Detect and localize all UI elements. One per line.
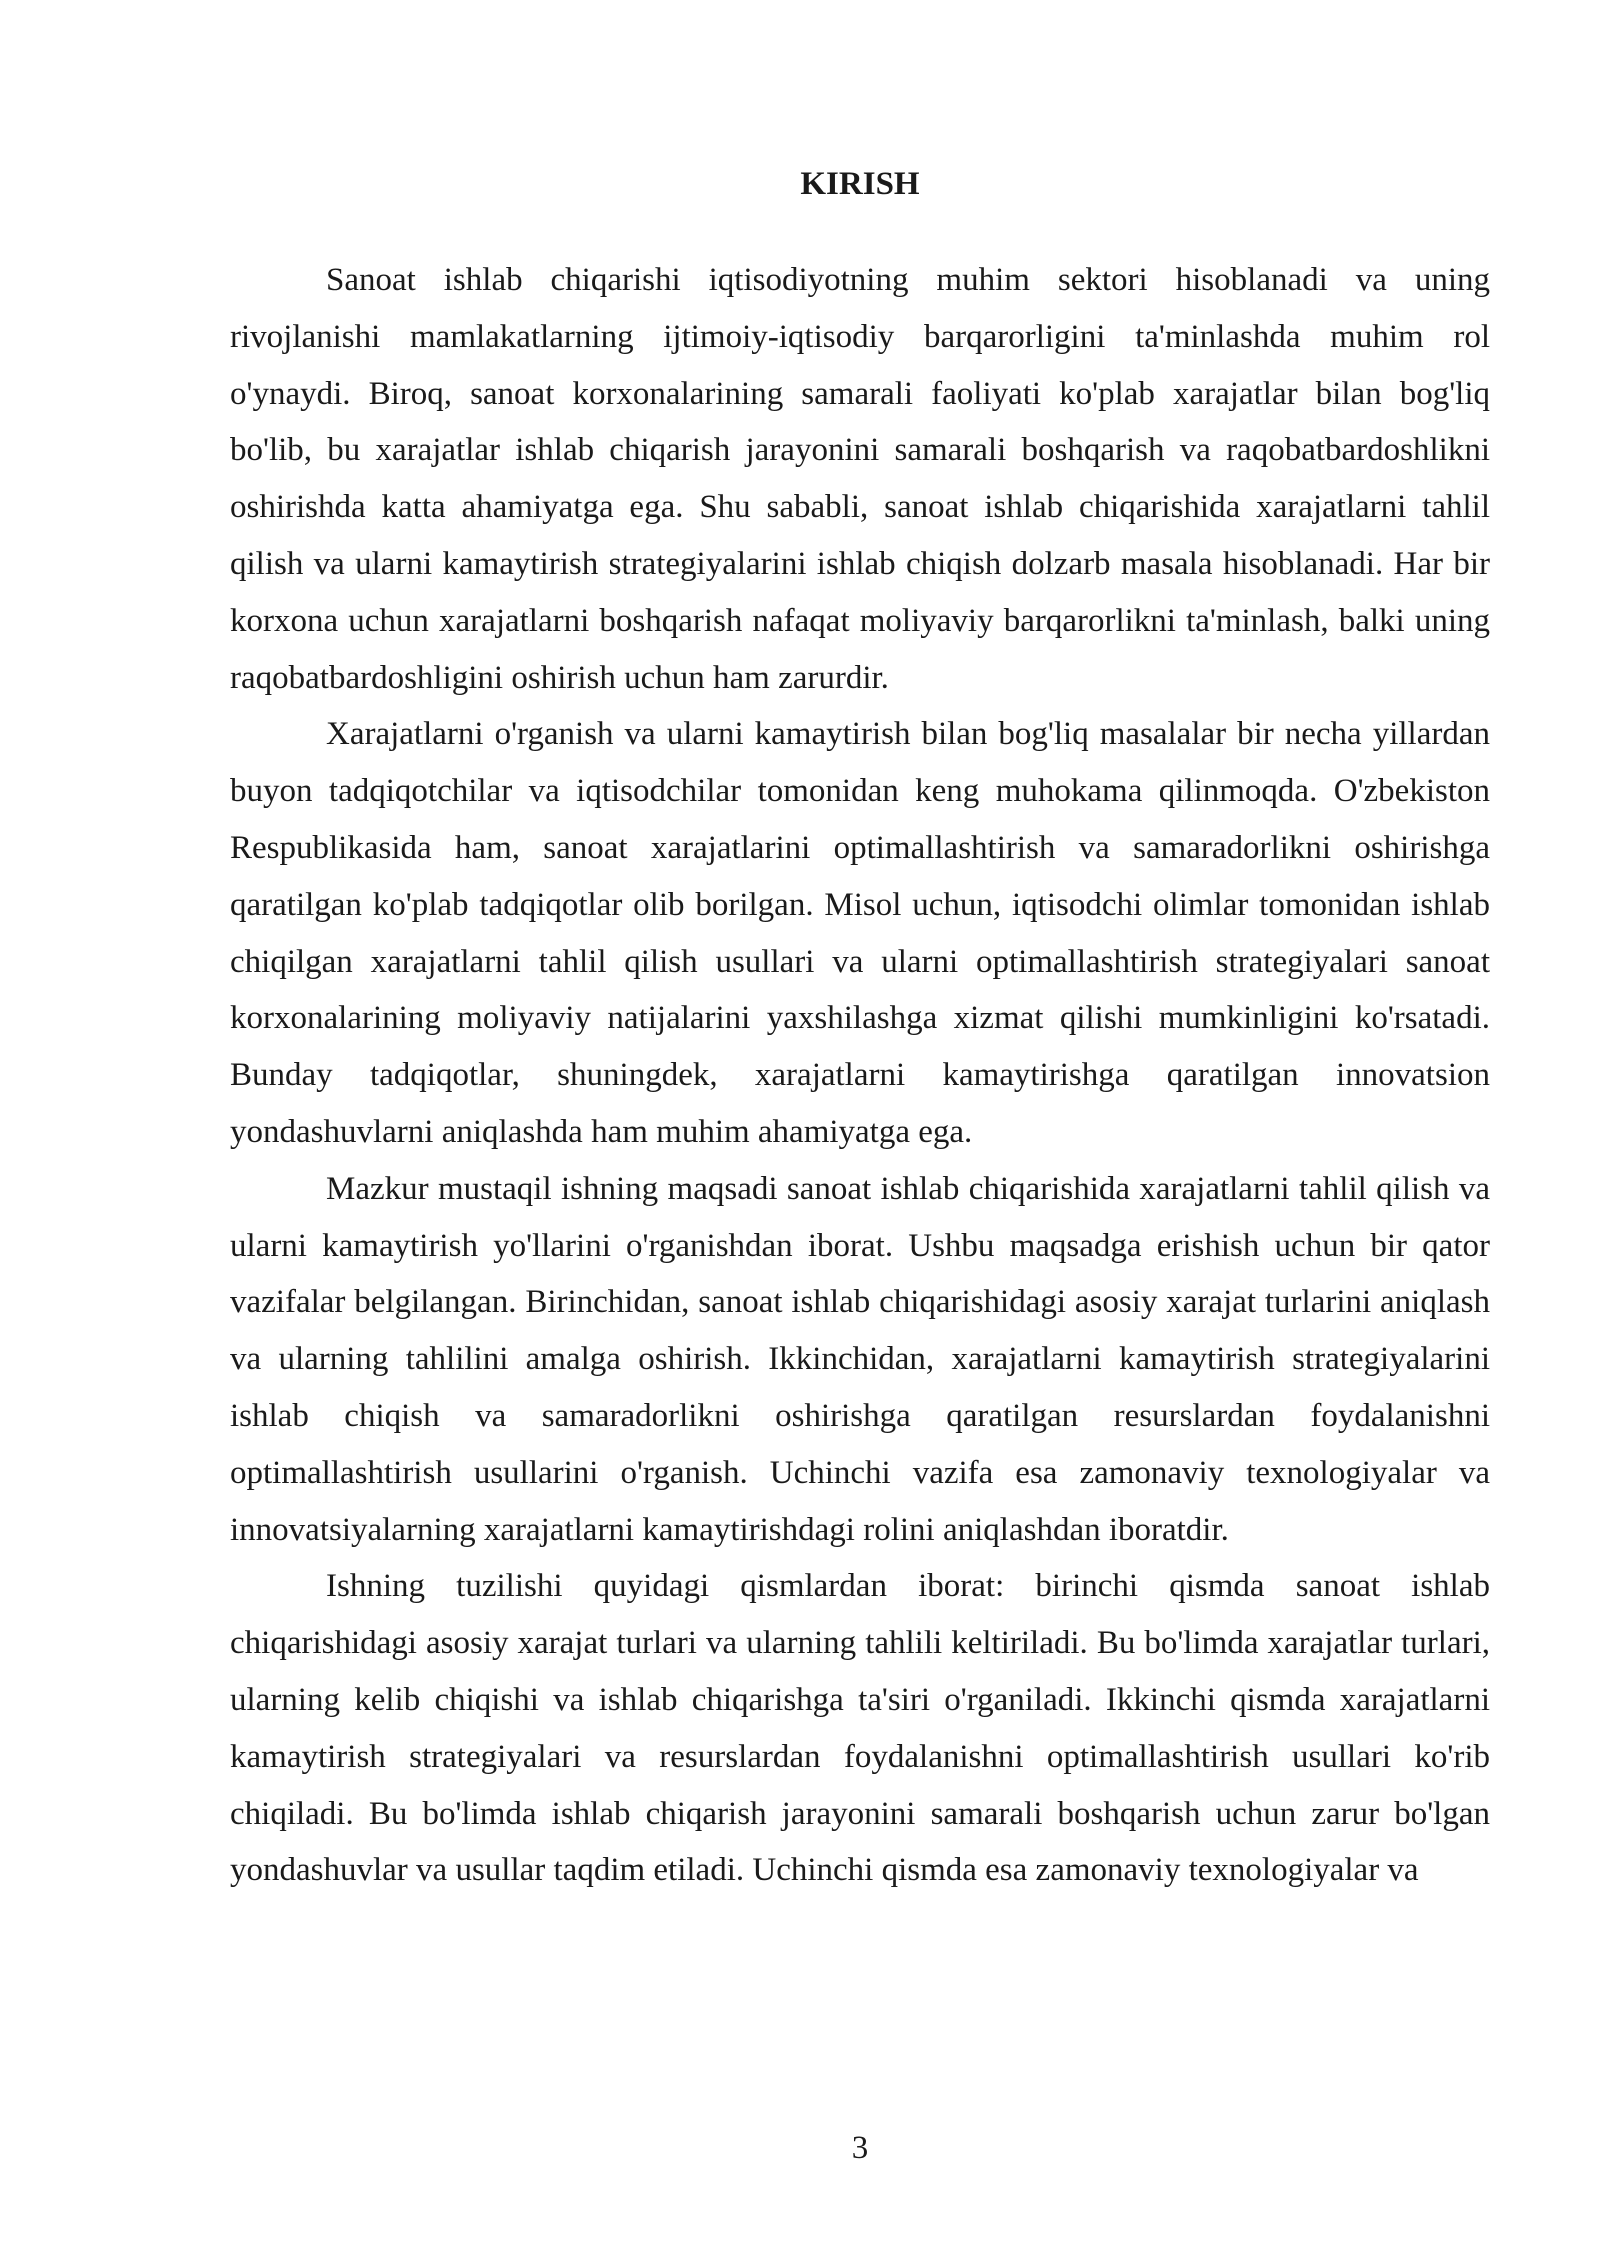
section-heading: KIRISH: [800, 166, 920, 202]
paragraph-2: Xarajatlarni o'rganish va ularni kamaytirish bilan bog'liq masalalar bir necha yillardan buyon tadqiqotchilar va iqtisodchilar tomonidan keng muhokama qilinmoqda. O'zbekiston Respublikasida ham, sanoat xarajatlarini optimallashtirish va samaradorlikni oshirishga qaratilgan ko'plab tadqiqotlar olib borilgan. Misol uchun, iqtisodchi olimlar tomonidan ishlab chiqilgan xarajatlarni tahlil qilish usullari va ularni optimallashtirish strategiyalari sanoat korxonalarining moliyaviy natijalarini yaxshilashga xizmat qilishi mumkinligini ko'rsatadi. Bunday tadqiqotlar, shuningdek, xarajatlarni kamaytirishga qaratilgan innovatsion yondashuvlarni aniqlashda ham muhim ahamiyatga ega.: [230, 716, 1490, 1150]
body-text: [230, 252, 1490, 1899]
paragraph-1: Sanoat ishlab chiqarishi iqtisodiyotning muhim sektori hisoblanadi va uning rivojlanishi mamlakatlarning ijtimoiy-iqtisodiy barqarorligini ta'minlashda muhim rol o'ynaydi. Biroq, sanoat korxonalarining samarali faoliyati ko'plab xarajatlar bilan bog'liq bo'lib, bu xarajatlar ishlab chiqarish jarayonini samarali boshqarish va raqobatbardoshlikni oshirishda katta ahamiyatga ega. Shu sababli, sanoat ishlab chiqarishida xarajatlarni tahlil qilish va ularni kamaytirish strategiyalarini ishlab chiqish dolzarb masala hisoblanadi. Har bir korxona uchun xarajatlarni boshqarish nafaqat moliyaviy barqarorlikni ta'minlash, balki uning raqobatbardoshligini oshirish uchun ham zarurdir.: [230, 262, 1490, 696]
paragraph-3: Mazkur mustaqil ishning maqsadi sanoat ishlab chiqarishida xarajatlarni tahlil qilish va ularni kamaytirish yo'llarini o'rganishdan iborat. Ushbu maqsadga erishish uchun bir qator vazifalar belgilangan. Birinchidan, sanoat ishlab chiqarishidagi asosiy xarajat turlarini aniqlash va ularning tahlilini amalga oshirish. Ikkinchidan, xarajatlarni kamaytirish strategiyalarini ishlab chiqish va samaradorlikni oshirishga qaratilgan resurslardan foydalanishni optimallashtirish usullarini o'rganish. Uchinchi vazifa esa zamonaviy texnologiyalar va innovatsiyalarning xarajatlarni kamaytirishdagi rolini aniqlashdan iboratdir.: [230, 1170, 1490, 1548]
paragraph-4: Ishning tuzilishi quyidagi qismlardan iborat: birinchi qismda sanoat ishlab chiqarishidagi asosiy xarajat turlari va ularning tahlili keltiriladi. Bu bo'limda xarajatlar turlari, ularning kelib chiqishi va ishlab chiqarishga ta'siri o'rganiladi. Ikkinchi qismda xarajatlarni kamaytirish strategiyalari va resurslardan foydalanishni optimallashtirish usullari ko'rib chiqiladi. Bu bo'limda ishlab chiqarish jarayonini samarali boshqarish uchun zarur bo'lgan yondashuvlar va usullar taqdim etiladi. Uchinchi qismda esa zamonaviy texnologiyalar va: [230, 1568, 1490, 1889]
page-number: 3: [851, 2130, 869, 2166]
